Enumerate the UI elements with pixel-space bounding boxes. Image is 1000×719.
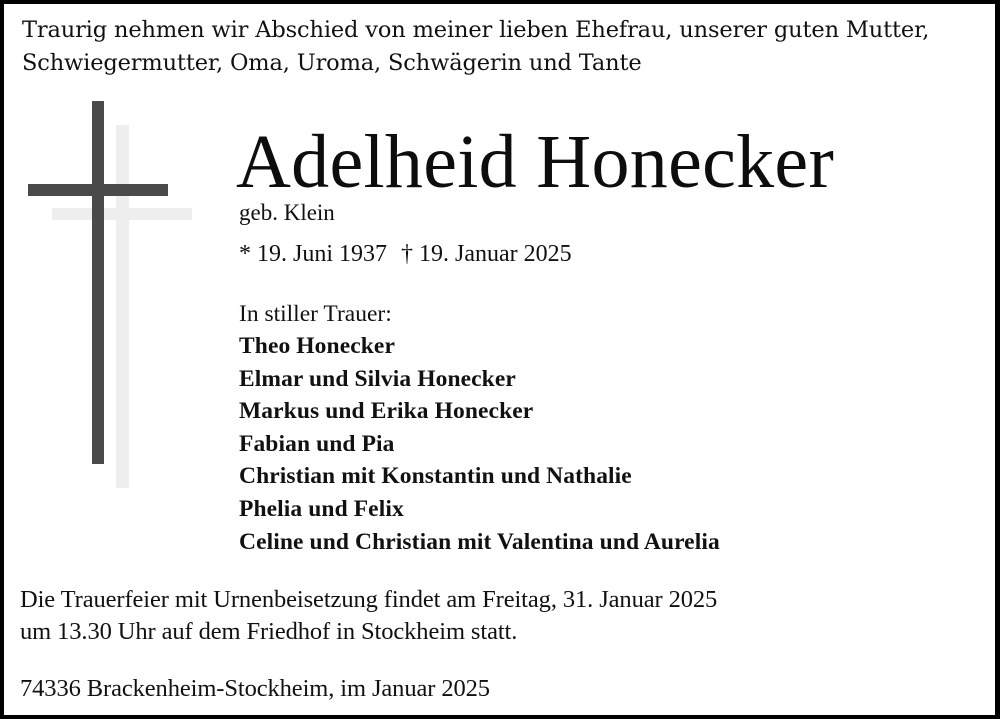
death-date: † 19. Januar 2025	[401, 241, 572, 267]
maiden-name: geb. Klein	[239, 200, 335, 225]
ceremony-line-2: um 13.30 Uhr auf dem Friedhof in Stockheim statt.	[20, 618, 518, 645]
cross-vertical	[92, 101, 104, 464]
ceremony-line-1: Die Trauerfeier mit Urnenbeisetzung findet am Freitag, 31. Januar 2025	[20, 586, 718, 613]
mourner: Theo Honecker	[239, 333, 395, 359]
birth-date: * 19. Juni 1937	[239, 241, 388, 267]
mourner: Fabian und Pia	[239, 430, 395, 457]
mourner: Christian mit Konstantin und Nathalie	[239, 463, 632, 490]
mourner: Phelia und Felix	[239, 495, 404, 522]
intro-line-2: Schwiegermutter, Oma, Uroma, Schwägerin und Tante	[22, 50, 642, 76]
mourners-label: In stiller Trauer:	[239, 301, 392, 327]
mourner: Elmar und Silvia Honecker	[239, 365, 516, 392]
cross-shadow-vertical	[116, 125, 129, 488]
mourners-list	[239, 335, 720, 563]
cross-horizontal	[28, 184, 168, 196]
life-dates	[239, 242, 572, 266]
mourner: Celine und Christian mit Valentina und Aurelia	[239, 528, 720, 555]
intro-line-1: Traurig nehmen wir Abschied von meiner lieben Ehefrau, unserer guten Mutter,	[22, 17, 930, 43]
cross-shadow-horizontal	[52, 208, 192, 220]
place-and-date: 74336 Brackenheim-Stockheim, im Januar 2025	[20, 675, 490, 702]
deceased-name: Adelheid Honecker	[236, 120, 835, 204]
mourner: Markus und Erika Honecker	[239, 398, 534, 425]
